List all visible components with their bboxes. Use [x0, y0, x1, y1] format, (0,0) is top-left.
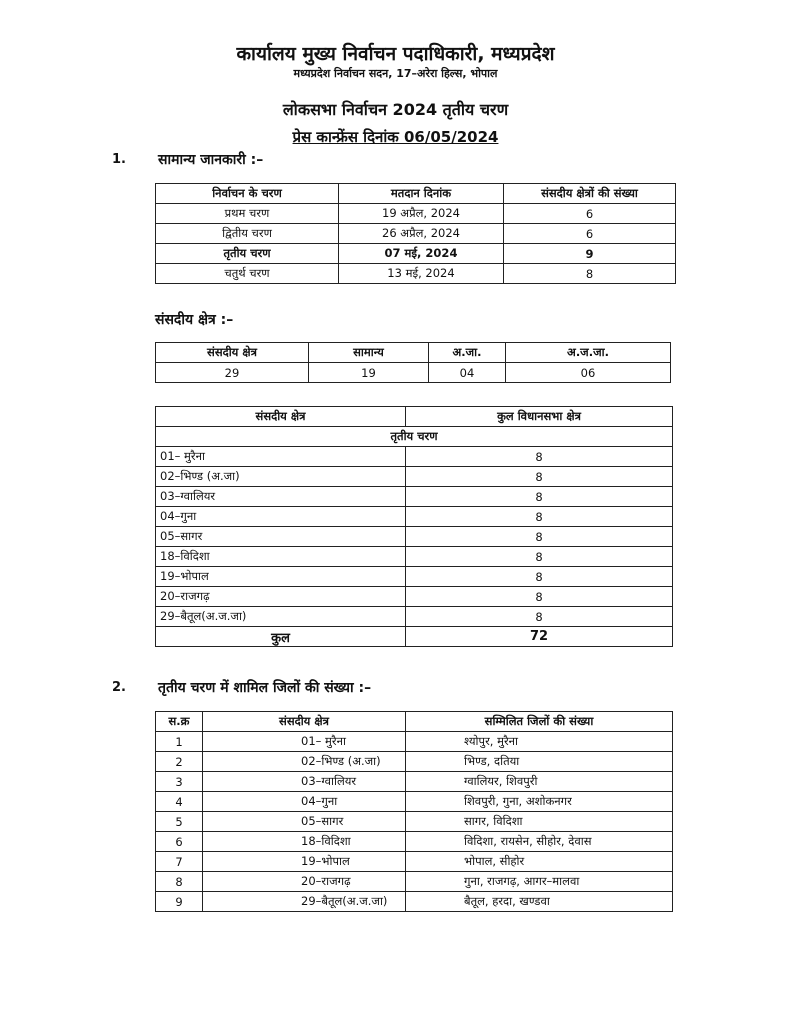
table-cell: 20–राजगढ़	[203, 872, 406, 892]
header-cell: अ.जा.	[429, 343, 506, 363]
header-cell: कुल विधानसभा क्षेत्र	[406, 407, 673, 427]
table-cell: 8	[406, 507, 673, 527]
table-row	[156, 892, 673, 912]
office-heading: कार्यालय मुख्य निर्वाचन पदाधिकारी, मध्यप्रदेश	[236, 43, 555, 65]
table-cell: 7	[156, 852, 203, 872]
table-cell: 6	[156, 832, 203, 852]
table-cell: 03–ग्वालियर	[203, 772, 406, 792]
document-title: लोकसभा निर्वाचन 2024 तृतीय चरण	[282, 100, 509, 119]
table-row	[156, 792, 673, 812]
table-cell: 8	[406, 447, 673, 467]
table-cell: श्योपुर, मुरैना	[406, 732, 673, 752]
table-cell: 3	[156, 772, 203, 792]
table-cell: 19–भोपाल	[156, 567, 406, 587]
table-row	[156, 204, 676, 224]
table-row	[156, 752, 673, 772]
table-cell: 8	[406, 607, 673, 627]
table-cell: 6	[504, 224, 676, 244]
table-cell: 07 मई, 2024	[339, 244, 504, 264]
table-cell: 02–भिण्ड (अ.जा)	[203, 752, 406, 772]
table-row	[156, 527, 673, 547]
table-row	[156, 264, 676, 284]
table-row	[156, 567, 673, 587]
table-row	[156, 587, 673, 607]
table-row	[156, 507, 673, 527]
table-row	[156, 224, 676, 244]
table-cell: 8	[406, 567, 673, 587]
table-cell: प्रथम चरण	[156, 204, 339, 224]
table-cell: 01– मुरैना	[203, 732, 406, 752]
table-cell: 8	[406, 467, 673, 487]
table-row-highlight	[156, 244, 676, 264]
header-cell: अ.ज.जा.	[506, 343, 671, 363]
table-cell: 18–विदिशा	[156, 547, 406, 567]
table-row	[156, 607, 673, 627]
total-row	[156, 627, 673, 647]
header-cell: संसदीय क्षेत्रों की संख्या	[504, 184, 676, 204]
table-cell: 04–गुना	[156, 507, 406, 527]
table-cell: 20–राजगढ़	[156, 587, 406, 607]
table-cell: 9	[504, 244, 676, 264]
table-cell: 04–गुना	[203, 792, 406, 812]
office-address: मध्यप्रदेश निर्वाचन सदन, 17–अरेरा हिल्स, भोपाल	[293, 67, 498, 80]
assembly-table	[155, 406, 673, 647]
header-cell: सामान्य	[309, 343, 429, 363]
table-row	[156, 467, 673, 487]
table-cell: 8	[406, 527, 673, 547]
table-row	[156, 832, 673, 852]
table-cell: 2	[156, 752, 203, 772]
table-cell: 29	[156, 363, 309, 383]
section-2-title: तृतीय चरण में शामिल जिलों की संख्या :–	[158, 680, 372, 696]
table-row	[156, 732, 673, 752]
table-header-row	[156, 712, 673, 732]
total-label: कुल	[156, 627, 406, 647]
constituency-table	[155, 342, 671, 383]
header-cell: स.क्र	[156, 712, 203, 732]
table-cell: ग्वालियर, शिवपुरी	[406, 772, 673, 792]
table-header-row	[156, 184, 676, 204]
phase-subheader: तृतीय चरण	[156, 427, 673, 447]
table-cell: 13 मई, 2024	[339, 264, 504, 284]
table-cell: 19	[309, 363, 429, 383]
table-cell: 18–विदिशा	[203, 832, 406, 852]
table-cell: 04	[429, 363, 506, 383]
table-cell: 19 अप्रैल, 2024	[339, 204, 504, 224]
table-cell: 8	[504, 264, 676, 284]
table-cell: 8	[156, 872, 203, 892]
section-1-title: सामान्य जानकारी :–	[158, 152, 264, 168]
table-cell: तृतीय चरण	[156, 244, 339, 264]
phase-subheader-row	[156, 427, 673, 447]
table-cell: 29–बैतूल(अ.ज.जा)	[203, 892, 406, 912]
table-header-row	[156, 343, 671, 363]
table-cell: 8	[406, 587, 673, 607]
table-row	[156, 772, 673, 792]
section-1-number: 1.	[112, 152, 126, 167]
constituency-subtitle: संसदीय क्षेत्र :–	[155, 312, 234, 328]
table-cell: 6	[504, 204, 676, 224]
table-row	[156, 487, 673, 507]
table-row	[156, 812, 673, 832]
table-cell: 9	[156, 892, 203, 912]
table-row	[156, 872, 673, 892]
table-cell: 8	[406, 547, 673, 567]
table-cell: चतुर्थ चरण	[156, 264, 339, 284]
table-cell: 1	[156, 732, 203, 752]
table-row	[156, 852, 673, 872]
table-cell: 5	[156, 812, 203, 832]
header-cell: सम्मिलित जिलों की संख्या	[406, 712, 673, 732]
section-2-number: 2.	[112, 680, 126, 695]
table-cell: 06	[506, 363, 671, 383]
press-conference-date: प्रेस कान्फ्रेंस दिनांक 06/05/2024	[292, 128, 499, 146]
header-cell: निर्वाचन के चरण	[156, 184, 339, 204]
total-value: 72	[406, 627, 673, 647]
table-row	[156, 547, 673, 567]
table-cell: 01– मुरैना	[156, 447, 406, 467]
table-cell: 02–भिण्ड (अ.जा)	[156, 467, 406, 487]
table-cell: 4	[156, 792, 203, 812]
table-cell: भिण्ड, दतिया	[406, 752, 673, 772]
header-cell: संसदीय क्षेत्र	[156, 343, 309, 363]
table-cell: सागर, विदिशा	[406, 812, 673, 832]
table-cell: बैतूल, हरदा, खण्डवा	[406, 892, 673, 912]
table-cell: 05–सागर	[203, 812, 406, 832]
header-cell: संसदीय क्षेत्र	[156, 407, 406, 427]
table-cell: 03–ग्वालियर	[156, 487, 406, 507]
table-cell: विदिशा, रायसेन, सीहोर, देवास	[406, 832, 673, 852]
table-row	[156, 447, 673, 467]
table-cell: 29–बैतूल(अ.ज.जा)	[156, 607, 406, 627]
table-cell: भोपाल, सीहोर	[406, 852, 673, 872]
table-row	[156, 363, 671, 383]
table-cell: 19–भोपाल	[203, 852, 406, 872]
table-cell: 8	[406, 487, 673, 507]
districts-table	[155, 711, 673, 912]
header-cell: संसदीय क्षेत्र	[203, 712, 406, 732]
header-cell: मतदान दिनांक	[339, 184, 504, 204]
table-cell: 05–सागर	[156, 527, 406, 547]
table-cell: द्वितीय चरण	[156, 224, 339, 244]
table-cell: शिवपुरी, गुना, अशोकनगर	[406, 792, 673, 812]
table-cell: 26 अप्रैल, 2024	[339, 224, 504, 244]
phases-table	[155, 183, 676, 284]
table-cell: गुना, राजगढ़, आगर–मालवा	[406, 872, 673, 892]
table-header-row	[156, 407, 673, 427]
